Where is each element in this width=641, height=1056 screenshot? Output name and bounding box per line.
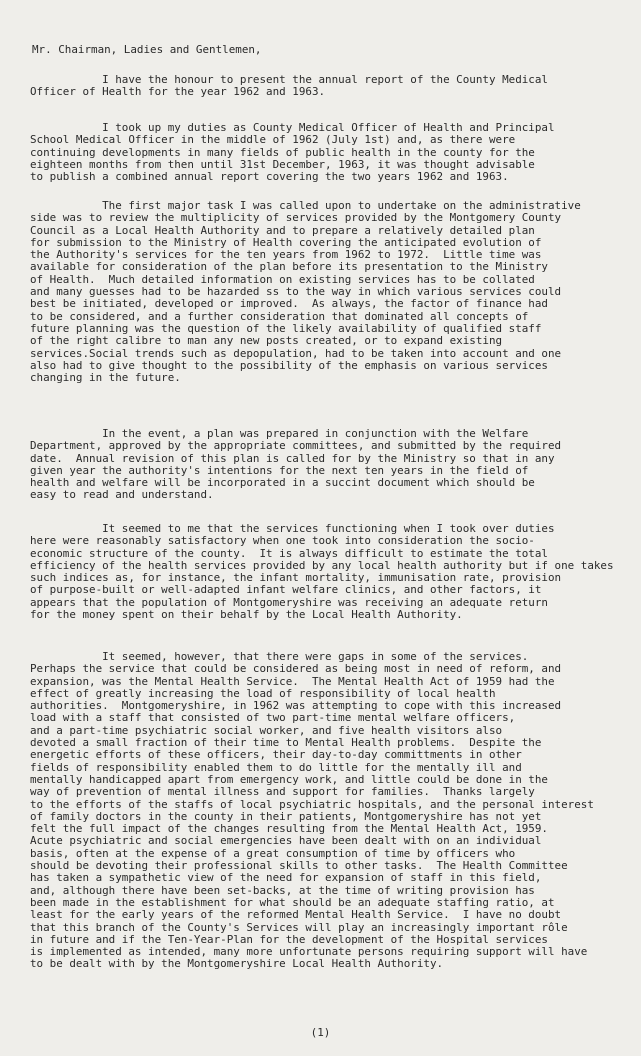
paragraph-duties: I took up my duties as County Medical Officer of Health and Principal School Medical Officer in the middle of 1962 (July 1st) and, as there were continuing developments in many fields of public health in the county for the eighteen months from then until 31st December, 1963, it was thought advisable to publish a combined annual report covering the two years 1962 and 1963. bbox=[30, 121, 555, 184]
paragraph-ten-year-plan: The first major task I was called upon to undertake on the administrative side was to review the multiplicity of services provided by the Montgomery County Council as a Local Health Authority and to prepare a relatively detailed plan for submission to the Ministry of Health covering the anticipated evolution of the Authority's services for the ten years from 1962 to 1972. Little time was available for consideration of the plan before its presentation to the Ministry of Health. Much detailed information on existing services has to be collated and many guesses had to be hazarded ss to the way in which various services could best be initiated, developed or improved. As always, the factor of finance had to be considered, and a further consideration that dominated all concepts of future planning was the question of the likely availability of qualified staff of the right calibre to man any new posts created, or to expand existing services.Social trends such as depopulation, had to be taken into account and one also had to give thought to the possibility of the emphasis on various services changing in the future. bbox=[30, 199, 581, 385]
salutation: Mr. Chairman, Ladies and Gentlemen, bbox=[32, 43, 262, 56]
paragraph-introduction: I have the honour to present the annual report of the County Medical Officer of Health for the year 1962 and 1963. bbox=[30, 73, 548, 99]
paragraph-mental-health: It seemed, however, that there were gaps in some of the services. Perhaps the service that could be considered as being most in need of reform, and expansion, was the Mental Health Service. The Mental Health Act of 1959 had the effect of greatly increasing the load of responsibility of local health authorities. Montgomeryshire, in 1962 was attempting to cope with this increased load with a staff that consisted of two part-time mental welfare officers, and a part-time psychiatric social worker, and five health visitors also devoted a small fraction of their time to Mental Health problems. Despite the energetic efforts of these officers, their day-to-day committments in other fields of responsibility enabled them to do little for the mentally ill and mentally handicapped apart from emergency work, and little could be done in the way of prevention of mental illness and support for families. Thanks largely to the efforts of the staffs of local psychiatric hospitals, and the personal interest of family doctors in the county in their patients, Montgomeryshire has not yet felt the full impact of the changes resulting from the Mental Health Act, 1959. Acute psychiatric and social emergencies have been dealt with on an individual basis, often at the expense of a great consumption of time by officers who should be devoting their professional skills to other tasks. The Health Committee has taken a sympathetic view of the need for expansion of staff in this field, and, although there have been set-backs, at the time of writing provision has been made in the establishment for what should be an adequate staffing ratio, at least for the early years of the reformed Mental Health Service. I have no doubt that this branch of the County's Services will play an increasingly important rôle in future and if the Ten-Year-Plan for the development of the Hospital services is implemented as intended, many more unfortunate persons requiring support will have to be dealt with by the Montgomeryshire Local Health Authority. bbox=[30, 650, 594, 971]
paragraph-plan-prepared: In the event, a plan was prepared in conjunction with the Welfare Department, approved by the appropriate committees, and submitted by the required date. Annual revision of this plan is called for by the Ministry so that in any given year the authority's intentions for the next ten years in the field of health and welfare will be incorporated in a succint document which should be easy to read and understand. bbox=[30, 427, 562, 502]
page-number: (1) bbox=[310, 1026, 331, 1039]
paragraph-services-assessment: It seemed to me that the services functioning when I took over duties here were reasonably satisfactory when one took into consideration the socio- economic structure of the county. It is always difficult to estimate the total efficiency of the health services provided by any local health authority but if one takes such indices as, for instance, the infant mortality, immunisation rate, provision of purpose-built or well-adapted infant welfare clinics, and other factors, it appears that the population of Montgomeryshire was receiving an adequate return for the money spent on their behalf by the Local Health Authority. bbox=[30, 522, 614, 622]
